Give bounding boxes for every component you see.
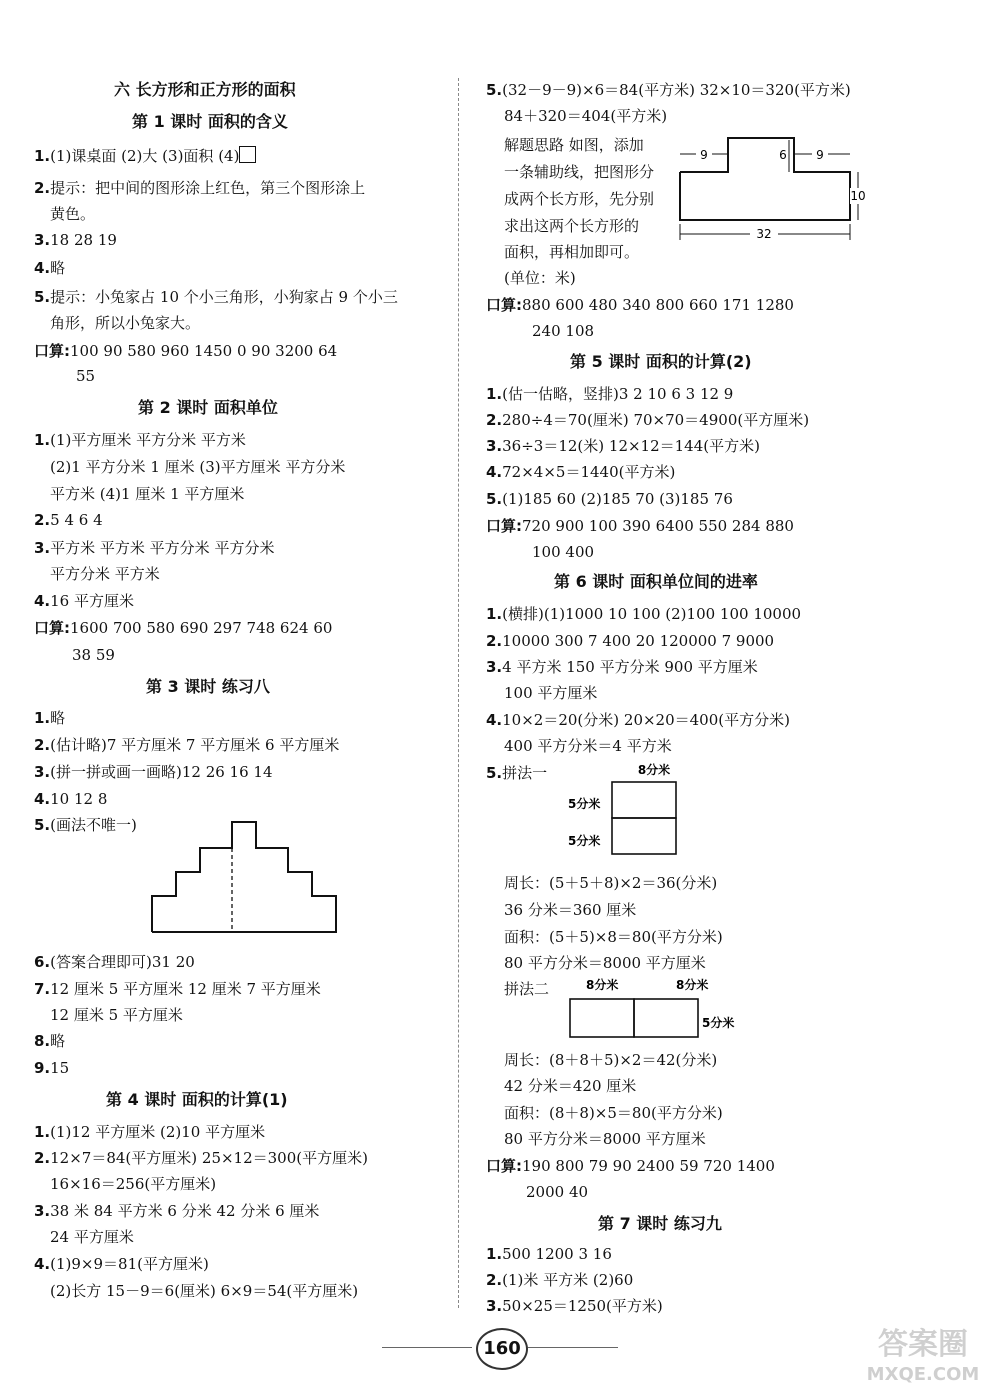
- lesson1-q5: 5.提示：小兔家占 10 个小三角形，小狗家占 9 个小三: [34, 288, 398, 306]
- lesson4-mental-math: 口算:880 600 480 340 800 660 171 1280: [486, 296, 794, 314]
- lesson4-title: 第 4 课时 面积的计算(1): [106, 1090, 288, 1109]
- area-one: 面积：(5＋5)×8＝80(平方分米): [504, 928, 723, 946]
- lesson2-mental-math-cont: 38 59: [72, 646, 115, 664]
- lesson4-q5: 5.(32－9－9)×6＝84(平方米) 32×10＝320(平方米): [486, 81, 851, 99]
- page-footer: [382, 1326, 618, 1370]
- lesson6-q3-cont: 100 平方厘米: [504, 684, 598, 702]
- area-two: 面积：(8＋8)×5＝80(平方分米): [504, 1104, 723, 1122]
- lesson3-q1: 1.略: [34, 709, 66, 727]
- lesson1-mental-math: 口算:100 90 580 960 1450 0 90 3200 64: [34, 342, 338, 360]
- chapter-title: 六 长方形和正方形的面积: [114, 80, 296, 99]
- area-one-convert: 80 平方分米＝8000 平方厘米: [504, 954, 706, 972]
- lesson2-q1-cont1: (2)1 平方分米 1 厘米 (3)平方厘米 平方分米: [50, 458, 346, 476]
- lesson7-title: 第 7 课时 练习九: [598, 1214, 722, 1233]
- dim-left-label: 9: [700, 148, 708, 162]
- lesson2-title: 第 2 课时 面积单位: [138, 398, 278, 417]
- lesson5-q1: 1.(估一估略，竖排)3 2 10 6 3 12 9: [486, 385, 734, 403]
- lesson7-q2: 2.(1)米 平方米 (2)60: [486, 1271, 634, 1289]
- lesson3-q2: 2.(估计略)7 平方厘米 7 平方厘米 6 平方厘米: [34, 736, 340, 754]
- lesson3-q5: 5.(画法不唯一): [34, 816, 137, 834]
- lesson2-q4: 4.16 平方厘米: [34, 592, 134, 610]
- lesson5-q2: 2.280÷4＝70(厘米) 70×70＝4900(平方厘米): [486, 411, 810, 429]
- lesson6-q2: 2.10000 300 7 400 20 120000 7 9000: [486, 632, 775, 650]
- lesson1-q4: 4.略: [34, 259, 66, 277]
- tip-line-6: (单位：米): [504, 269, 576, 287]
- lesson2-q3-cont: 平方分米 平方米: [50, 565, 160, 583]
- lesson6-q1: 1.(横排)(1)1000 10 100 (2)100 100 10000: [486, 605, 802, 623]
- lesson6-q5: 5.拼法一: [486, 764, 548, 782]
- lesson3-q9: 9.15: [34, 1059, 70, 1077]
- lesson4-q4-cont: (2)长方 15－9＝6(厘米) 6×9＝54(平方厘米): [50, 1282, 359, 1300]
- lesson1-q5-cont: 角形，所以小兔家大。: [50, 314, 201, 332]
- lesson4-q3-cont: 24 平方厘米: [50, 1228, 134, 1246]
- lesson6-mental-math: 口算:190 800 79 90 2400 59 720 1400: [486, 1157, 775, 1175]
- lesson7-q1: 1.500 1200 3 16: [486, 1245, 612, 1263]
- watermark-logo: [858, 1320, 988, 1386]
- tip-line-2: 一条辅助线，把图形分: [504, 163, 655, 181]
- staircase-figure: [150, 820, 346, 934]
- lesson2-q2: 2.5 4 6 4: [34, 511, 103, 529]
- lesson2-q1-cont2: 平方米 (4)1 厘米 1 平方厘米: [50, 485, 245, 503]
- m2-top-label-b: 8分米: [676, 978, 709, 992]
- column-divider: [458, 78, 459, 1308]
- dim-step-label: 6: [779, 148, 787, 162]
- lesson1-q3: 3.18 28 19: [34, 231, 117, 249]
- lesson5-q3: 3.36÷3＝12(米) 12×12＝144(平方米): [486, 437, 760, 455]
- watermark-bottom-text: MXQE.COM: [866, 1364, 980, 1385]
- lesson1-q2: 2.提示：把中间的图形涂上红色，第三个图形涂上: [34, 179, 366, 197]
- lesson3-q6: 6.(答案合理即可)31 20: [34, 953, 195, 971]
- lesson3-q7: 7.12 厘米 5 平方厘米 12 厘米 7 平方厘米: [34, 980, 321, 998]
- lesson2-q1: 1.(1)平方厘米 平方分米 平方米: [34, 431, 246, 449]
- arrangement-two-label: 拼法二: [504, 980, 550, 998]
- perimeter-one-convert: 36 分米＝360 厘米: [504, 901, 637, 919]
- lesson6-q4: 4.10×2＝20(分米) 20×20＝400(平方分米): [486, 711, 790, 729]
- perimeter-one: 周长：(5＋5＋8)×2＝36(分米): [504, 874, 718, 892]
- dim-height-label: 10: [850, 189, 866, 203]
- page-number: 160: [476, 1328, 528, 1370]
- area-two-convert: 80 平方分米＝8000 平方厘米: [504, 1130, 706, 1148]
- lesson2-mental-math: 口算:1600 700 580 690 297 748 624 60: [34, 619, 333, 637]
- m2-side-label: 5分米: [702, 1016, 735, 1030]
- arrangement-two-figure: [566, 975, 746, 1045]
- lesson6-q4-cont: 400 平方分米＝4 平方米: [504, 737, 672, 755]
- lesson5-title: 第 5 课时 面积的计算(2): [570, 352, 752, 371]
- watermark-top-text: 答案圈: [878, 1327, 968, 1362]
- perimeter-two: 周长：(8＋8＋5)×2＝42(分米): [504, 1051, 718, 1069]
- arrangement-one-figure: [566, 760, 686, 860]
- m1-side-label-a: 5分米: [568, 797, 601, 811]
- tip-line-3: 成两个长方形，先分别: [504, 190, 655, 208]
- lesson1-title: 第 1 课时 面积的含义: [132, 112, 288, 131]
- dim-right-label: 9: [816, 148, 824, 162]
- lesson3-q4: 4.10 12 8: [34, 790, 108, 808]
- lesson3-q7-cont: 12 厘米 5 平方厘米: [50, 1006, 183, 1024]
- lesson1-mental-math-cont: 55: [76, 367, 96, 385]
- lesson5-q5: 5.(1)185 60 (2)185 70 (3)185 76: [486, 490, 733, 508]
- m1-side-label-b: 5分米: [568, 834, 601, 848]
- footer-rule-left: [382, 1347, 472, 1348]
- m1-top-label: 8分米: [637, 763, 671, 777]
- perimeter-two-convert: 42 分米＝420 厘米: [504, 1077, 637, 1095]
- lesson6-q3: 3.4 平方米 150 平方分米 900 平方厘米: [486, 658, 758, 676]
- tip-line-4: 求出这两个长方形的: [504, 217, 640, 235]
- tip-line-1: 解题思路 如图，添加: [504, 136, 644, 154]
- tip-line-5: 面积，再相加即可。: [504, 243, 640, 261]
- lesson3-q3: 3.(拼一拼或画一画略)12 26 16 14: [34, 763, 273, 781]
- lesson4-mental-math-cont: 240 108: [532, 322, 595, 340]
- square-icon: [239, 146, 256, 163]
- lesson7-q3: 3.50×25＝1250(平方米): [486, 1297, 663, 1315]
- lesson1-q1: 1.(1)课桌面 (2)大 (3)面积 (4): [34, 146, 256, 166]
- lesson4-q3: 3.38 米 84 平方米 6 分米 42 分米 6 厘米: [34, 1202, 320, 1220]
- lesson5-mental-math-cont: 100 400: [532, 543, 595, 561]
- lesson3-title: 第 3 课时 练习八: [146, 677, 270, 696]
- lesson4-q5-cont: 84＋320＝404(平方米): [504, 107, 668, 125]
- lesson4-q2-cont: 16×16＝256(平方厘米): [50, 1175, 217, 1193]
- lesson4-q1: 1.(1)12 平方厘米 (2)10 平方厘米: [34, 1123, 266, 1141]
- m2-top-label-a: 8分米: [586, 978, 619, 992]
- lesson5-q4: 4.72×4×5＝1440(平方米): [486, 463, 676, 481]
- lesson3-q8: 8.略: [34, 1032, 66, 1050]
- composite-rectangle-figure: [676, 132, 872, 244]
- lesson4-q4: 4.(1)9×9＝81(平方厘米): [34, 1255, 209, 1273]
- lesson5-mental-math: 口算:720 900 100 390 6400 550 284 880: [486, 517, 794, 535]
- lesson1-q2-cont: 黄色。: [50, 205, 96, 223]
- lesson2-q3: 3.平方米 平方米 平方分米 平方分米: [34, 539, 275, 557]
- lesson6-title: 第 6 课时 面积单位间的进率: [554, 572, 758, 591]
- footer-rule-right: [528, 1347, 618, 1348]
- lesson4-q2: 2.12×7＝84(平方厘米) 25×12＝300(平方厘米): [34, 1149, 368, 1167]
- dim-bottom-label: 32: [756, 227, 772, 241]
- lesson6-mental-math-cont: 2000 40: [526, 1183, 589, 1201]
